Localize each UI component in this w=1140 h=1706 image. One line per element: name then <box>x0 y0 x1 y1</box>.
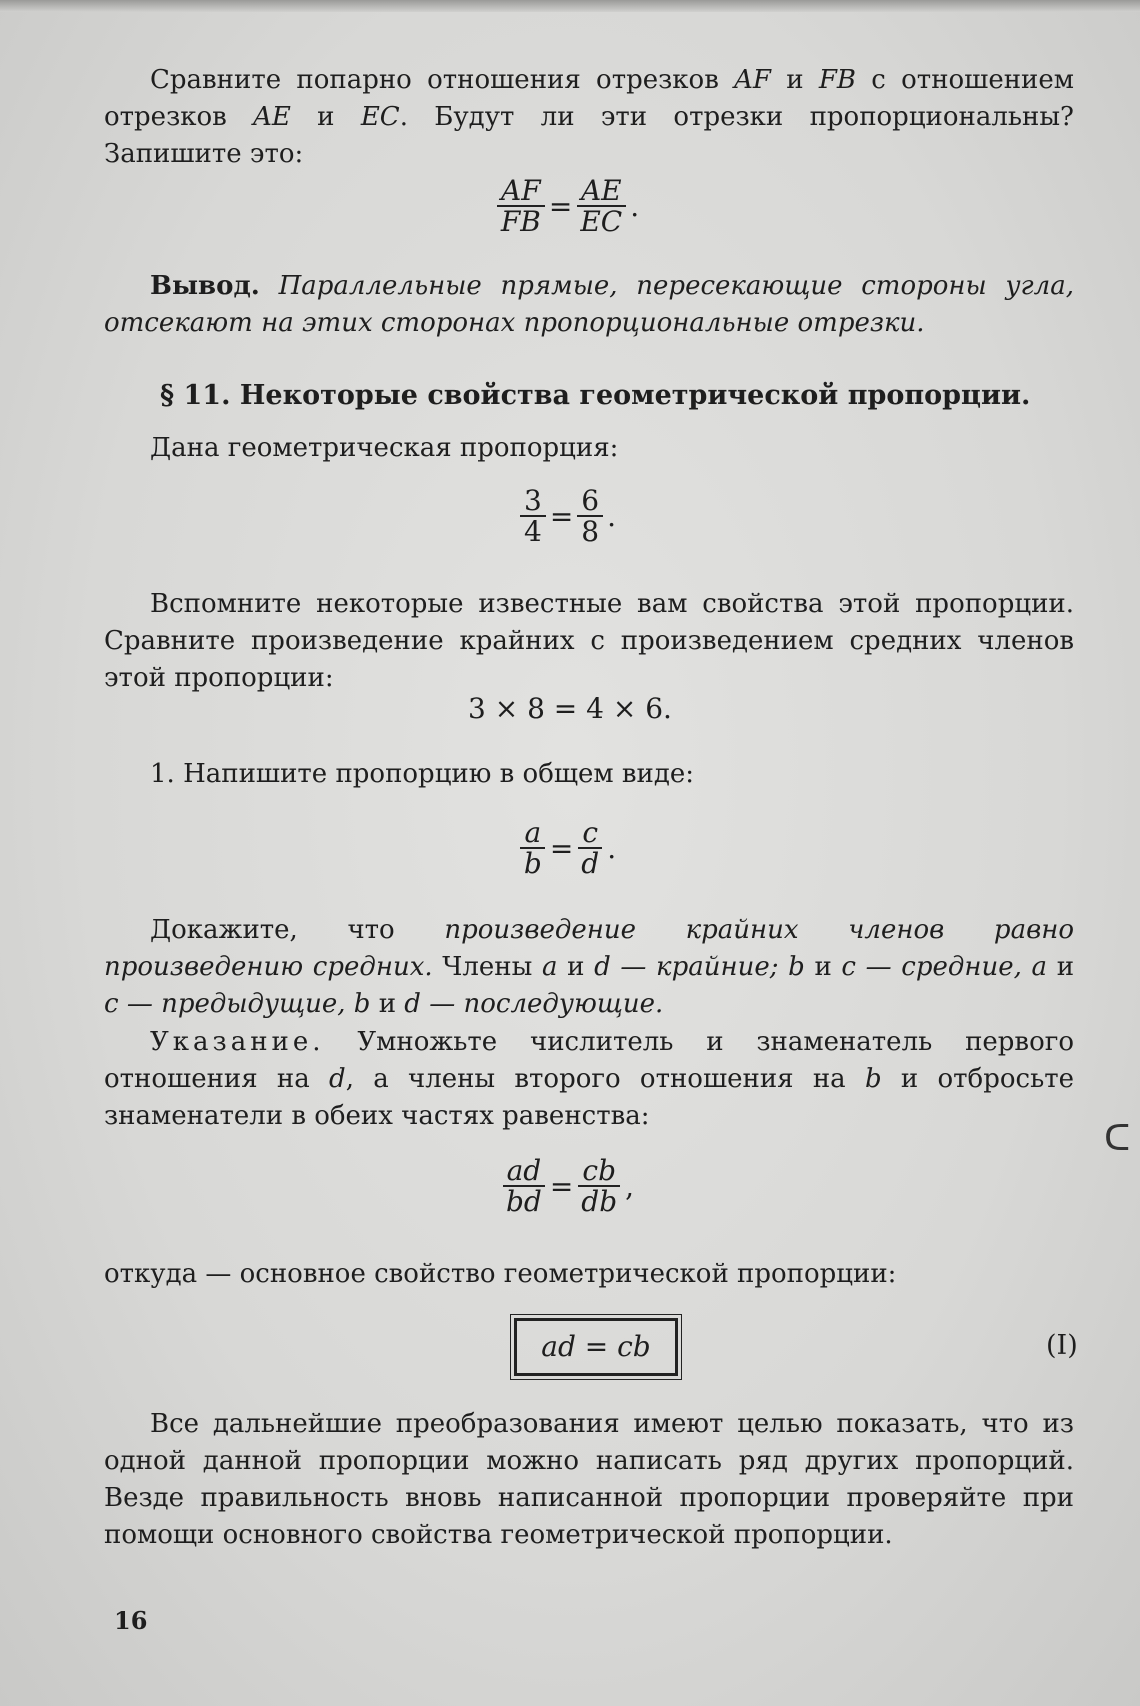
denominator: bd <box>505 1185 542 1219</box>
text: и <box>557 952 595 982</box>
equals-sign: = <box>549 1169 574 1203</box>
paragraph-general-form: 1. Напишите пропорцию в общем виде: <box>150 759 695 789</box>
var-ae: AE <box>253 102 291 132</box>
paragraph-recall: Вспомните некоторые известные вам свойства этой пропорции. Сравните произведение крайних с произведением средних членов этой пропорции: <box>104 589 1074 693</box>
paragraph-prove <box>104 912 1074 1023</box>
var: b <box>788 952 805 982</box>
margin-scribble-icon: ᑕ <box>1104 1118 1131 1159</box>
comma: , <box>625 1169 635 1203</box>
denominator: FB <box>500 205 541 239</box>
paragraph-compare-ratios <box>104 62 1074 173</box>
text: и <box>290 102 361 132</box>
text: с отношением отрезков <box>104 65 1074 132</box>
fraction <box>576 176 626 237</box>
top-edge-shadow <box>0 0 1140 12</box>
numerator: c <box>578 818 602 849</box>
denominator: EC <box>580 205 623 239</box>
period: . <box>607 831 617 865</box>
equation-af-fb <box>0 176 1140 237</box>
section-title: § 11. Некоторые свойства геометрической пропорции. <box>160 380 1031 411</box>
formula-label: (I) <box>1046 1330 1078 1361</box>
numerator: a <box>520 818 545 849</box>
boxed-formula: ad = cb <box>514 1318 678 1376</box>
emphasis: — предыдущие, <box>118 989 354 1019</box>
denominator: db <box>581 1185 618 1219</box>
var: d <box>404 989 421 1019</box>
equals-sign: = <box>549 499 574 533</box>
equals-sign: = <box>548 189 573 223</box>
var: c <box>841 952 856 982</box>
var: c <box>104 989 119 1019</box>
var: d <box>329 1064 346 1094</box>
conclusion-text: Параллельные прямые, пересекающие стороны угла, отсекают на этих сторонах пропорциональные отрезки. <box>104 271 1074 338</box>
numerator: AE <box>577 176 626 207</box>
numerator: 6 <box>577 486 603 517</box>
equation-product: 3 × 8 = 4 × 6. <box>468 692 672 725</box>
denominator: d <box>581 847 600 881</box>
text: и <box>804 952 842 982</box>
denominator: 8 <box>581 515 600 549</box>
period: . <box>630 189 640 223</box>
paragraph-further: Все дальнейшие преобразования имеют целью показать, что из одной данной пропорции можно написать ряд других пропорций. Везде правильность вновь написанной пропорции проверяйте при помощи основного свойства геометрической пропорции. <box>104 1409 1074 1550</box>
emphasis: произведение крайних членов равно произведению средних. <box>104 915 1074 982</box>
denominator: b <box>523 847 542 881</box>
text: и <box>1047 952 1075 982</box>
var: a <box>1031 952 1048 982</box>
text: . Будут ли эти отрезки пропорциональны? Запишите это: <box>104 102 1074 169</box>
var: d <box>594 952 611 982</box>
emphasis: — последующие. <box>420 989 664 1019</box>
var: b <box>353 989 371 1019</box>
var-af: AF <box>734 65 771 95</box>
var: b <box>864 1064 882 1094</box>
numerator: 3 <box>520 486 546 517</box>
emphasis: — средние, <box>855 952 1032 982</box>
text: Умножьте числитель и знаменатель первого отношения на <box>104 1027 1074 1094</box>
conclusion-label: Вывод. <box>150 271 260 301</box>
text: и отбросьте знаменатели в обеих частях равенства: <box>104 1064 1074 1131</box>
denominator: 4 <box>523 515 542 549</box>
equation-3-4 <box>0 486 1140 547</box>
fraction <box>520 818 546 879</box>
text: Члены <box>432 952 542 982</box>
fraction <box>520 486 546 547</box>
paragraph-hint <box>104 1024 1074 1135</box>
period: . <box>607 499 617 533</box>
emphasis: — крайние; <box>610 952 789 982</box>
text: и <box>770 65 819 95</box>
equation-a-b <box>0 818 1140 879</box>
text: , а члены второго отношения на <box>345 1064 865 1094</box>
numerator: AF <box>497 176 545 207</box>
fraction <box>497 176 545 237</box>
equals-sign: = <box>549 831 574 865</box>
conclusion <box>104 268 1074 342</box>
fraction <box>577 818 603 879</box>
text: Сравните попарно отношения отрезков <box>150 65 735 95</box>
numerator: cb <box>578 1156 620 1187</box>
var-ec: EC <box>360 102 400 132</box>
text: Докажите, что <box>150 915 445 945</box>
fraction <box>577 486 603 547</box>
paragraph-given: Дана геометрическая пропорция: <box>150 433 619 463</box>
paragraph-whence: откуда — основное свойство геометрической пропорции: <box>104 1259 897 1289</box>
equation-ad-bd <box>0 1156 1140 1217</box>
var: a <box>541 952 558 982</box>
fraction <box>577 1156 621 1217</box>
page-number: 16 <box>114 1606 148 1635</box>
var-fb: FB <box>818 65 857 95</box>
hint-label: Указание. <box>150 1027 325 1057</box>
numerator: ad <box>503 1156 546 1187</box>
text: и <box>370 989 405 1019</box>
fraction <box>502 1156 546 1217</box>
